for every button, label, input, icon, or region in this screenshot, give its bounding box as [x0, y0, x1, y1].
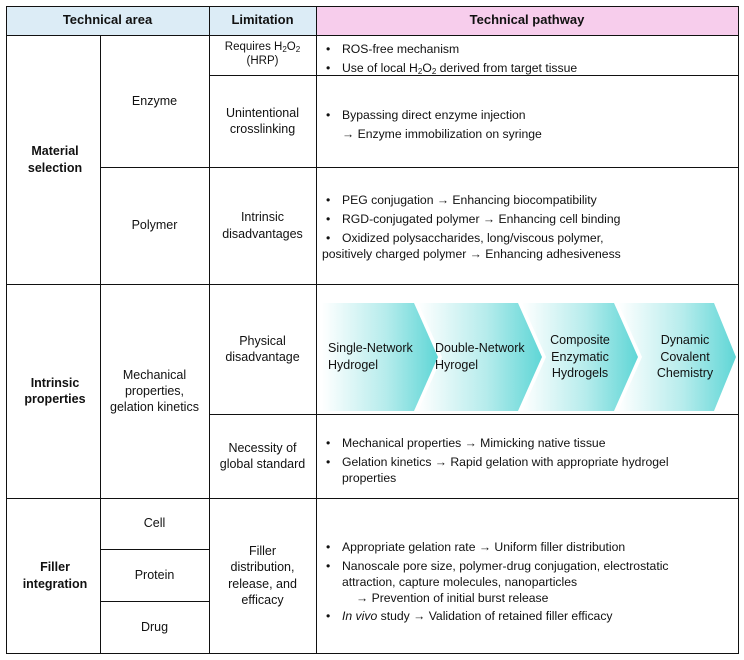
- polymer-limit-intrinsic-disadvantages: Intrinsic disadvantages: [222, 210, 303, 241]
- list-item: [322, 127, 732, 143]
- chevron-double-network: [435, 302, 527, 412]
- enzyme-limit-unintentional-crosslinking: Unintentional crosslinking: [226, 105, 299, 136]
- enzyme-label: Enzyme: [131, 93, 178, 108]
- list-item: [322, 455, 712, 487]
- chevron-composite-enzymatic: [545, 302, 615, 412]
- material-selection-label: Material selection: [27, 144, 83, 175]
- filler-cell-label: Cell: [143, 516, 166, 531]
- list-item: [322, 193, 732, 209]
- italic-text: In vivo: [342, 609, 378, 624]
- limit-text: O: [286, 41, 296, 54]
- filler-pathway-list: [322, 540, 722, 628]
- subscript: 2: [282, 45, 287, 55]
- limit-text: Requires H: [224, 41, 283, 54]
- filler-drug-label: Drug: [140, 619, 169, 634]
- grid-line: [6, 6, 7, 654]
- filler-protein-label: Protein: [134, 567, 175, 582]
- grid-line: [316, 6, 317, 654]
- bullet-text: derived from target tissue: [436, 60, 578, 75]
- bullet-text: ROS-free mechanism: [342, 42, 460, 56]
- list-item: [302, 247, 732, 263]
- list-item: [322, 609, 722, 625]
- polymer-pathway-list: [322, 193, 732, 265]
- list-item: [322, 559, 722, 591]
- grid-line: [6, 653, 739, 654]
- bullet-text: Use of local H: [342, 60, 418, 75]
- bullet-text: O: [422, 60, 432, 75]
- bullet-text: study → Validation of retained filler efficacy: [377, 609, 613, 624]
- filler-integration-label: Filler integration: [22, 560, 88, 591]
- chevron-label: Double-Network Hyrogel: [435, 341, 525, 372]
- chevron-label: Dynamic Covalent Chemistry: [656, 332, 714, 381]
- bullet-text: Appropriate gelation rate → Uniform filler distribution: [342, 540, 626, 554]
- chevron-dynamic-covalent: [652, 302, 718, 412]
- bullet-text: Gelation kinetics → Rapid gelation with appropriate hydrogel properties: [342, 454, 669, 485]
- bullet-text: Oxidized polysaccharides, long/viscous polymer,: [342, 230, 604, 245]
- list-item: [322, 61, 732, 77]
- mechanical-properties-label: Mechanical properties, gelation kinetics: [110, 367, 199, 415]
- bullet-text: PEG conjugation → Enhancing biocompatibility: [342, 193, 597, 207]
- bullet-text: Nanoscale pore size, polymer-drug conjugation, electrostatic attraction, capture molecules, nanoparticles: [342, 558, 669, 589]
- polymer-label: Polymer: [131, 218, 178, 233]
- enzyme-pathway-list-1: [322, 42, 732, 80]
- grid-line: [738, 6, 739, 654]
- chevron-single-network: [328, 302, 420, 412]
- chevron-label: Single-Network Hydrogel: [328, 341, 413, 372]
- limit-filler-distribution: Filler distribution, release, and efficacy: [228, 544, 297, 607]
- limit-physical-disadvantage: Physical disadvantage: [225, 333, 300, 364]
- header-technical-area: Technical area: [62, 12, 153, 28]
- list-item: [322, 231, 732, 247]
- grid-line: [6, 6, 739, 7]
- enzyme-limit-requires-h2o2: [209, 35, 316, 75]
- header-limitation: Limitation: [231, 12, 294, 28]
- limit-global-standard: Necessity of global standard: [219, 440, 306, 471]
- bullet-text: → Prevention of initial burst release: [356, 590, 549, 605]
- list-item: [322, 540, 722, 556]
- bullet-text: → Enzyme immobilization on syringe: [342, 126, 542, 141]
- list-item: [322, 436, 712, 452]
- list-item: [322, 212, 732, 228]
- intrinsic-properties-label: Intrinsic properties: [24, 375, 86, 406]
- enzyme-pathway-list-2: [322, 108, 732, 146]
- bullet-text: Mechanical properties → Mimicking native tissue: [342, 436, 606, 450]
- grid-line: [209, 6, 210, 654]
- subscript: 2: [431, 66, 437, 76]
- subscript: 2: [295, 45, 301, 55]
- limit-text: (HRP): [246, 55, 279, 67]
- subscript: 2: [417, 66, 423, 76]
- list-item: [322, 108, 732, 124]
- bullet-text: RGD-conjugated polymer → Enhancing cell binding: [342, 211, 621, 226]
- list-item: [302, 591, 722, 607]
- header-technical-pathway: Technical pathway: [469, 12, 585, 28]
- intrinsic-pathway-list: [322, 436, 712, 490]
- bullet-text: Bypassing direct enzyme injection: [342, 108, 526, 122]
- chevron-label: Composite Enzymatic Hydrogels: [550, 332, 610, 381]
- bullet-text: positively charged polymer → Enhancing adhesiveness: [322, 246, 621, 261]
- list-item: [322, 42, 732, 58]
